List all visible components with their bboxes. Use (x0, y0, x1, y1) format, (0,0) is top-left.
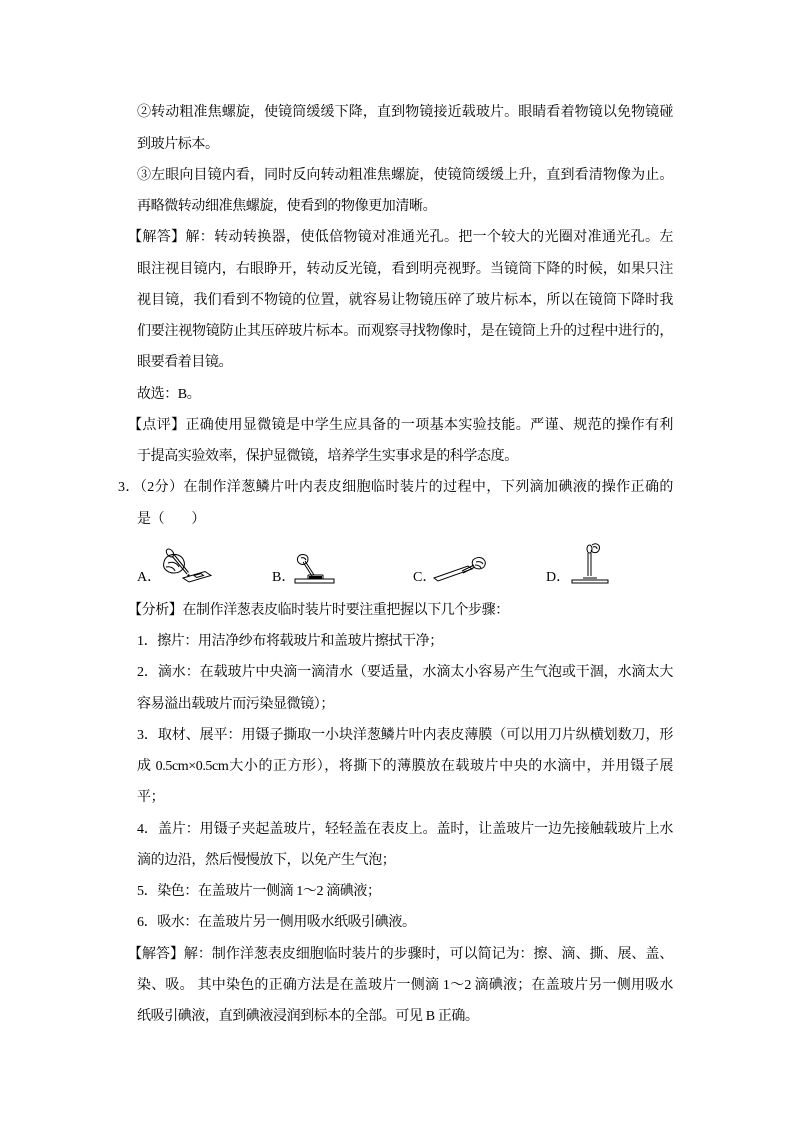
q3-analysis-step-line: 2．滴水：在载玻片中央滴一滴清水（要适量，水滴太小容易产生气泡或干涸，水滴太大 (137, 665, 673, 681)
q2-comment-line: 【点评】正确使用显微镜是中学生应具备的一项基本实验技能。严谨、规范的操作有利 (128, 417, 673, 433)
q3-analysis-step-line: 4．盖片：用镊子夹起盖玻片，轻轻盖在表皮上。盖时，让盖玻片一边先接触载玻片上水 (137, 821, 673, 837)
option-c-figure (432, 555, 488, 583)
q2-step-line: 再略微转动细准焦螺旋，使看到的物像更加清晰。 (137, 199, 437, 215)
q3-analysis-step-line: 1．擦片：用洁净纱布将载玻片和盖玻片擦拭干净； (137, 634, 443, 650)
option-d-label: D． (546, 569, 571, 585)
q3-answer-line: 纸吸引碘液，直到碘液浸润到标本的全部。可见 B 正确。 (137, 1009, 479, 1025)
q2-solution-continued (0, 97, 794, 472)
q3-analysis-step-line: 5．染色：在盖玻片一侧滴 1～2 滴碘液； (137, 884, 381, 900)
option-b-figure (292, 552, 338, 588)
option-c-label: C． (413, 569, 437, 585)
q3-analysis-step-line: 成 0.5cm×0.5cm大小的正方形），将撕下的薄膜放在载玻片中央的水滴中，并用镊子展 (137, 759, 673, 775)
q3-analysis-step-line: 3．取材、展平：用镊子撕取一小块洋葱鳞片叶内表皮薄膜（可以用刀片纵横划数刀，形 (137, 727, 673, 743)
q3-options (0, 535, 794, 595)
q3-stem-line: 是（ ） (137, 511, 205, 527)
q2-answer-line: 们要注视物镜防止其压碎玻片标本。而观察寻找物像时，是在镜筒上升的过程中进行的， (137, 324, 673, 340)
q3-analysis-step-line: 平； (137, 790, 165, 806)
q2-step-line: ③左眼向目镜内看，同时反向转动粗准焦螺旋，使镜筒缓缓上升，直到看清物像为止。 (137, 167, 673, 183)
q3-analysis-step-line: 6．吸水：在盖玻片另一侧用吸水纸吸引碘液。 (137, 915, 416, 931)
option-b-label: B． (272, 569, 296, 585)
q2-step-line: ②转动粗准焦螺旋，使镜筒缓缓下降，直到物镜接近载玻片。眼睛看着物镜以免物镜碰 (137, 105, 673, 121)
q2-answer-line: 眼要看着目镜。 (137, 355, 233, 371)
q2-step-line: 到玻片标本。 (137, 136, 219, 152)
q2-choice: 故选：B。 (137, 386, 201, 402)
q2-answer-line: 眼注视目镜内，右眼睁开，转动反光镜，看到明亮视野。当镜筒下降的时候，如果只注 (137, 261, 673, 277)
q3-analysis-step-line: 滴的边沿，然后慢慢放下，以免产生气泡； (137, 852, 396, 868)
option-d-figure (566, 542, 614, 588)
q3-stem-line: 3．（2分）在制作洋葱鳞片叶内表皮细胞临时装片的过程中，下列滴加碘液的操作正确的 (118, 480, 673, 496)
q3-answer-line: 染、吸。 其中染色的正确方法是在盖玻片一侧滴 1～2 滴碘液；在盖玻片另一侧用吸水 (137, 977, 673, 993)
q2-answer-line: 视目镜，我们看到不物镜的位置，就容易让物镜压碎了玻片标本，所以在镜筒下降时我 (137, 292, 673, 308)
option-a-figure (157, 547, 213, 587)
q3-analysis-step-line: 容易溢出载玻片而污染显微镜）； (137, 696, 334, 712)
q3-analysis-intro: 【分析】在制作洋葱表皮临时装片时要注重把握以下几个步骤： (128, 602, 509, 618)
option-a-label: A． (137, 569, 162, 585)
question-3 (0, 472, 794, 1032)
document-page (0, 97, 794, 1032)
q2-comment-line: 于提高实验效率，保护显微镜，培养学生实事求是的科学态度。 (137, 449, 518, 465)
q3-answer-line: 【解答】解：制作洋葱表皮细胞临时装片的步骤时，可以简记为：擦、滴、撕、展、盖、 (128, 946, 673, 962)
q2-answer-line: 【解答】解：转动转换器，使低倍物镜对准通光孔。把一个较大的光圈对准通光孔。左 (128, 230, 673, 246)
